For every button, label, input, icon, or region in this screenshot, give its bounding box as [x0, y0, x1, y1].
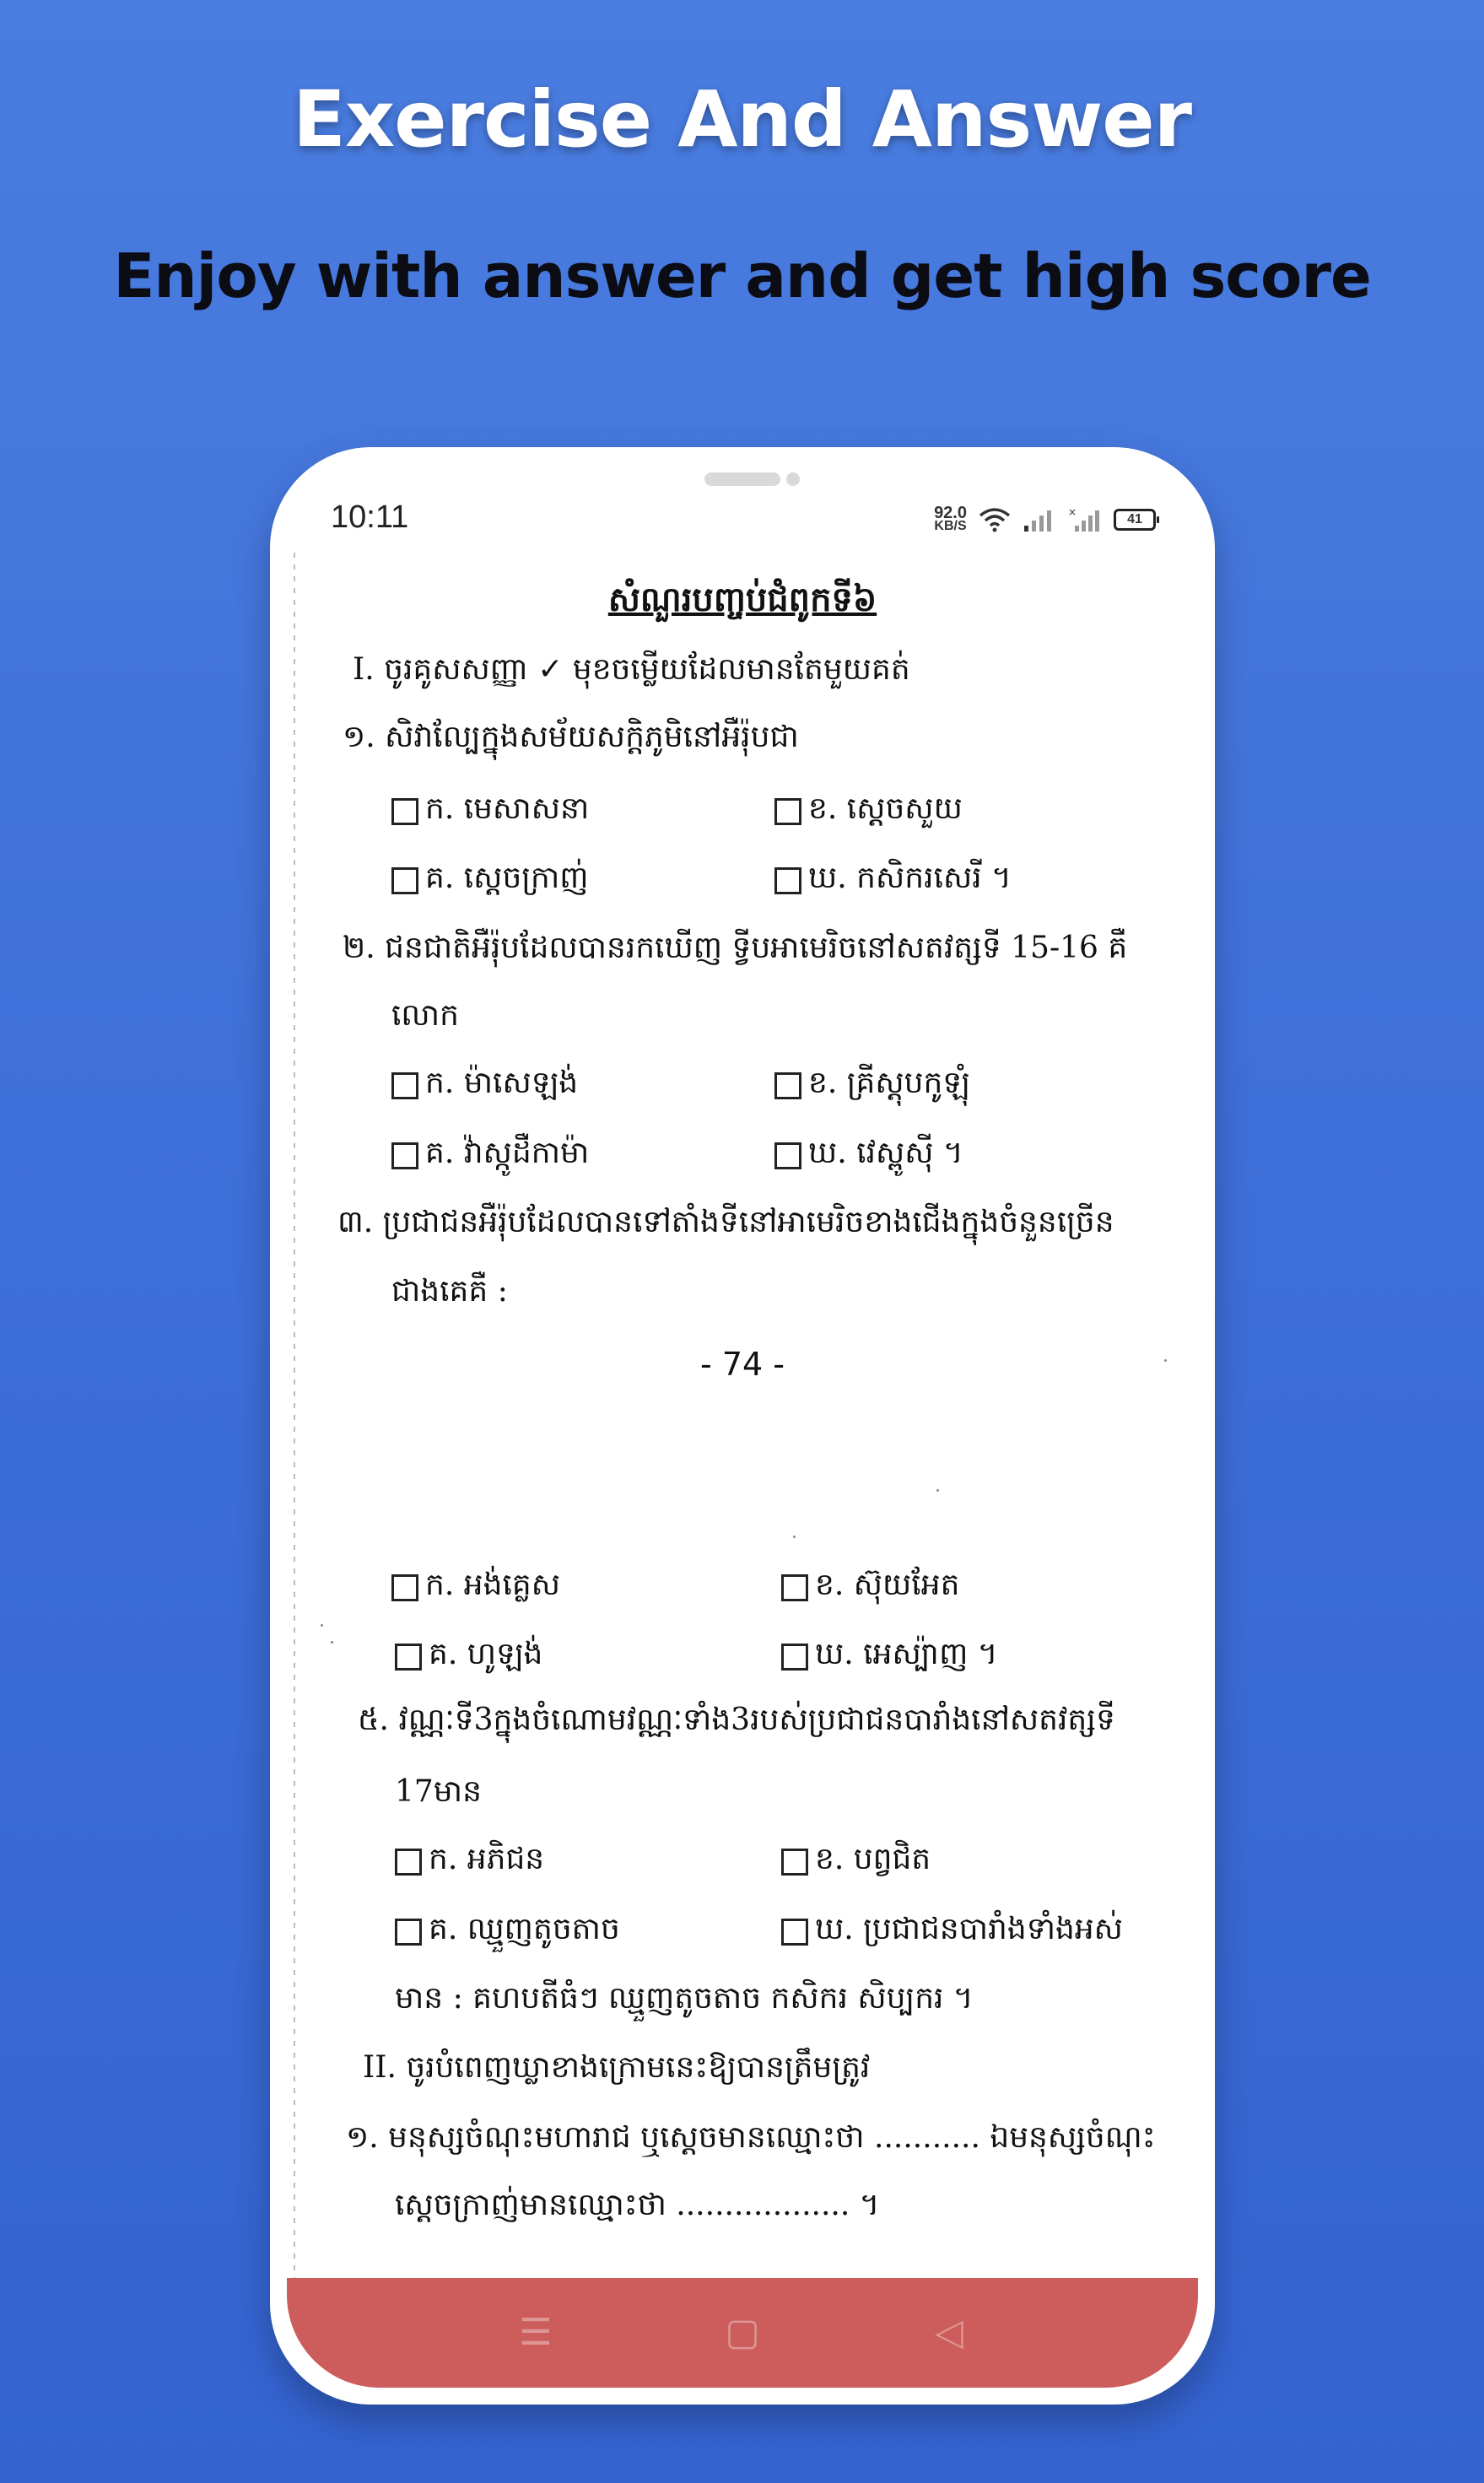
option-label: គ. វ៉ាស្កូដឺកាម៉ា: [425, 1136, 590, 1170]
page-number: - 74 -: [700, 1346, 785, 1383]
document-title: សំណួរបញ្ចប់ជំពូកទី៦: [607, 580, 877, 619]
option-label: ឃ. អេស្ប៉ាញ ។: [815, 1637, 998, 1671]
checkbox[interactable]: [781, 1574, 808, 1601]
checkbox[interactable]: [774, 867, 801, 894]
q4-option-d[interactable]: [781, 1909, 1123, 1954]
q1-option-c[interactable]: [391, 858, 589, 903]
checkbox[interactable]: [391, 798, 418, 825]
checkbox[interactable]: [781, 1849, 808, 1876]
question-4-line-1: ៥. វណ្ណៈទី3ក្នុងចំណោមវណ្ណៈទាំង3របស់ប្រជាជនបារាំងនៅសតវត្សទី: [358, 1703, 1115, 1737]
status-icons: [934, 503, 1156, 537]
question-2-line-1: ២. ជនជាតិអឺរ៉ុបដែលបានរកឃើញ ទ្វីបអាមេរិចនៅសតវត្សទី 15-16 គឺ: [343, 931, 1128, 965]
scan-speck: [936, 1489, 939, 1492]
checkbox[interactable]: [781, 1644, 808, 1671]
q2-option-c[interactable]: [391, 1133, 589, 1178]
question-1: ១. សិវាល្បែក្នុងសម័យសក្តិភូមិនៅអឺរ៉ុបជា: [343, 720, 799, 754]
battery-level: 41: [1127, 512, 1142, 526]
question-4-line-3: មាន : គហបតីធំៗ ឈ្មួញតូចតាច កសិករ សិប្បករ ។: [395, 1981, 974, 2016]
speaker-notch: [704, 472, 780, 486]
q4-option-a[interactable]: [395, 1839, 544, 1884]
option-label: គ. ស្តេចក្រាញ់: [425, 861, 589, 895]
promo-subtitle: Enjoy with answer and get high score: [113, 240, 1371, 311]
section-1-instruction: I. ចូរគូសសញ្ញា ✓ មុខចម្លើយដែលមានតែមួយគត់: [353, 652, 910, 687]
checkbox[interactable]: [391, 1072, 418, 1099]
q1-option-a[interactable]: [391, 789, 589, 834]
fill-question-1-line-2: ស្តេចក្រាញ់មានឈ្មោះថា .................. ។: [395, 2188, 880, 2222]
signal-off-icon: [1068, 507, 1102, 532]
home-icon[interactable]: ▢: [725, 2311, 760, 2354]
scan-speck: [1164, 1359, 1167, 1362]
status-time: 10:11: [331, 499, 409, 535]
menu-icon[interactable]: ☰: [519, 2311, 553, 2354]
q4-option-c[interactable]: [395, 1909, 620, 1954]
checkbox[interactable]: [774, 1142, 801, 1169]
question-2-line-2: លោក: [391, 998, 459, 1033]
option-label: ខ. ស៊ុយអែត: [815, 1568, 960, 1602]
document-page[interactable]: [287, 544, 1198, 2303]
checkbox[interactable]: [781, 1919, 808, 1946]
option-label: ឃ. វេស្ពូស៊ី ។: [808, 1136, 963, 1170]
net-speed-value: 92.0: [934, 504, 967, 522]
q3-option-c[interactable]: [395, 1634, 542, 1679]
checkbox[interactable]: [395, 1849, 422, 1876]
option-label: គ. ហូឡង់: [429, 1637, 543, 1671]
checkbox[interactable]: [391, 1574, 418, 1601]
option-label: ឃ. ប្រជាជនបារាំងទាំងអស់: [815, 1912, 1123, 1946]
checkbox[interactable]: [774, 1072, 801, 1099]
checkbox[interactable]: [774, 798, 801, 825]
page-edge: [294, 553, 295, 2312]
q4-option-b[interactable]: [781, 1839, 931, 1884]
checkbox[interactable]: [395, 1644, 422, 1671]
checkbox[interactable]: [391, 867, 418, 894]
q1-option-b[interactable]: [774, 789, 963, 834]
question-4-line-2: 17មាន: [395, 1774, 482, 1809]
option-label: ក. ម៉ាសេឡង់: [425, 1066, 579, 1100]
promo-title: Exercise And Answer: [292, 74, 1191, 165]
scan-speck: [321, 1624, 323, 1627]
phone-frame: [270, 447, 1215, 2405]
q2-option-b[interactable]: [774, 1063, 970, 1108]
svg-text:×: ×: [1068, 507, 1077, 518]
q2-option-a[interactable]: [391, 1063, 578, 1108]
camera-dot: [786, 472, 800, 486]
option-label: គ. ឈ្មួញតូចតាច: [429, 1912, 620, 1946]
option-label: ក. អង់គ្លេស: [425, 1568, 560, 1602]
option-label: ក. មេសាសនា: [425, 791, 590, 826]
q3-option-a[interactable]: [391, 1565, 560, 1610]
q3-option-d[interactable]: [781, 1634, 998, 1679]
question-3-line-1: ៣. ប្រជាជនអឺរ៉ុបដែលបានទៅតាំងទីនៅអាមេរិចខាងជើងក្នុងចំនួនច្រើន: [337, 1205, 1114, 1239]
q3-option-b[interactable]: [781, 1565, 959, 1610]
section-2-instruction: II. ចូរបំពេញឃ្លាខាងក្រោមនេះឱ្យបានត្រឹមត្រូវ: [363, 2050, 871, 2085]
q1-option-d[interactable]: [774, 858, 1012, 903]
scan-speck: [793, 1536, 796, 1538]
wifi-icon: [979, 507, 1011, 532]
option-label: ខ. ស្តេចសួយ: [808, 791, 963, 826]
option-label: ក. អភិជន: [429, 1842, 545, 1876]
option-label: ខ. បព្វជិត: [815, 1842, 931, 1876]
option-label: ឃ. កសិករសេរី ។: [808, 861, 1012, 895]
option-label: ខ. គ្រីស្តុបកូឡុំ: [808, 1066, 970, 1100]
signal-icon: [1023, 507, 1056, 532]
battery-icon: [1114, 509, 1156, 531]
net-speed: [934, 506, 967, 533]
checkbox[interactable]: [395, 1919, 422, 1946]
navigation-bar: [287, 2278, 1198, 2388]
checkbox[interactable]: [391, 1142, 418, 1169]
question-3-line-2: ជាងគេគឺ :: [391, 1274, 508, 1309]
scan-speck: [331, 1641, 333, 1644]
fill-question-1-line-1: ១. មនុស្សចំណុះមហារាជ ឬស្តេចមានឈ្មោះថា ........... ឯមនុស្សចំណុះ: [346, 2120, 1156, 2155]
q2-option-d[interactable]: [774, 1133, 963, 1178]
net-speed-unit: KB/S: [934, 519, 967, 533]
back-icon[interactable]: ◁: [935, 2311, 963, 2354]
